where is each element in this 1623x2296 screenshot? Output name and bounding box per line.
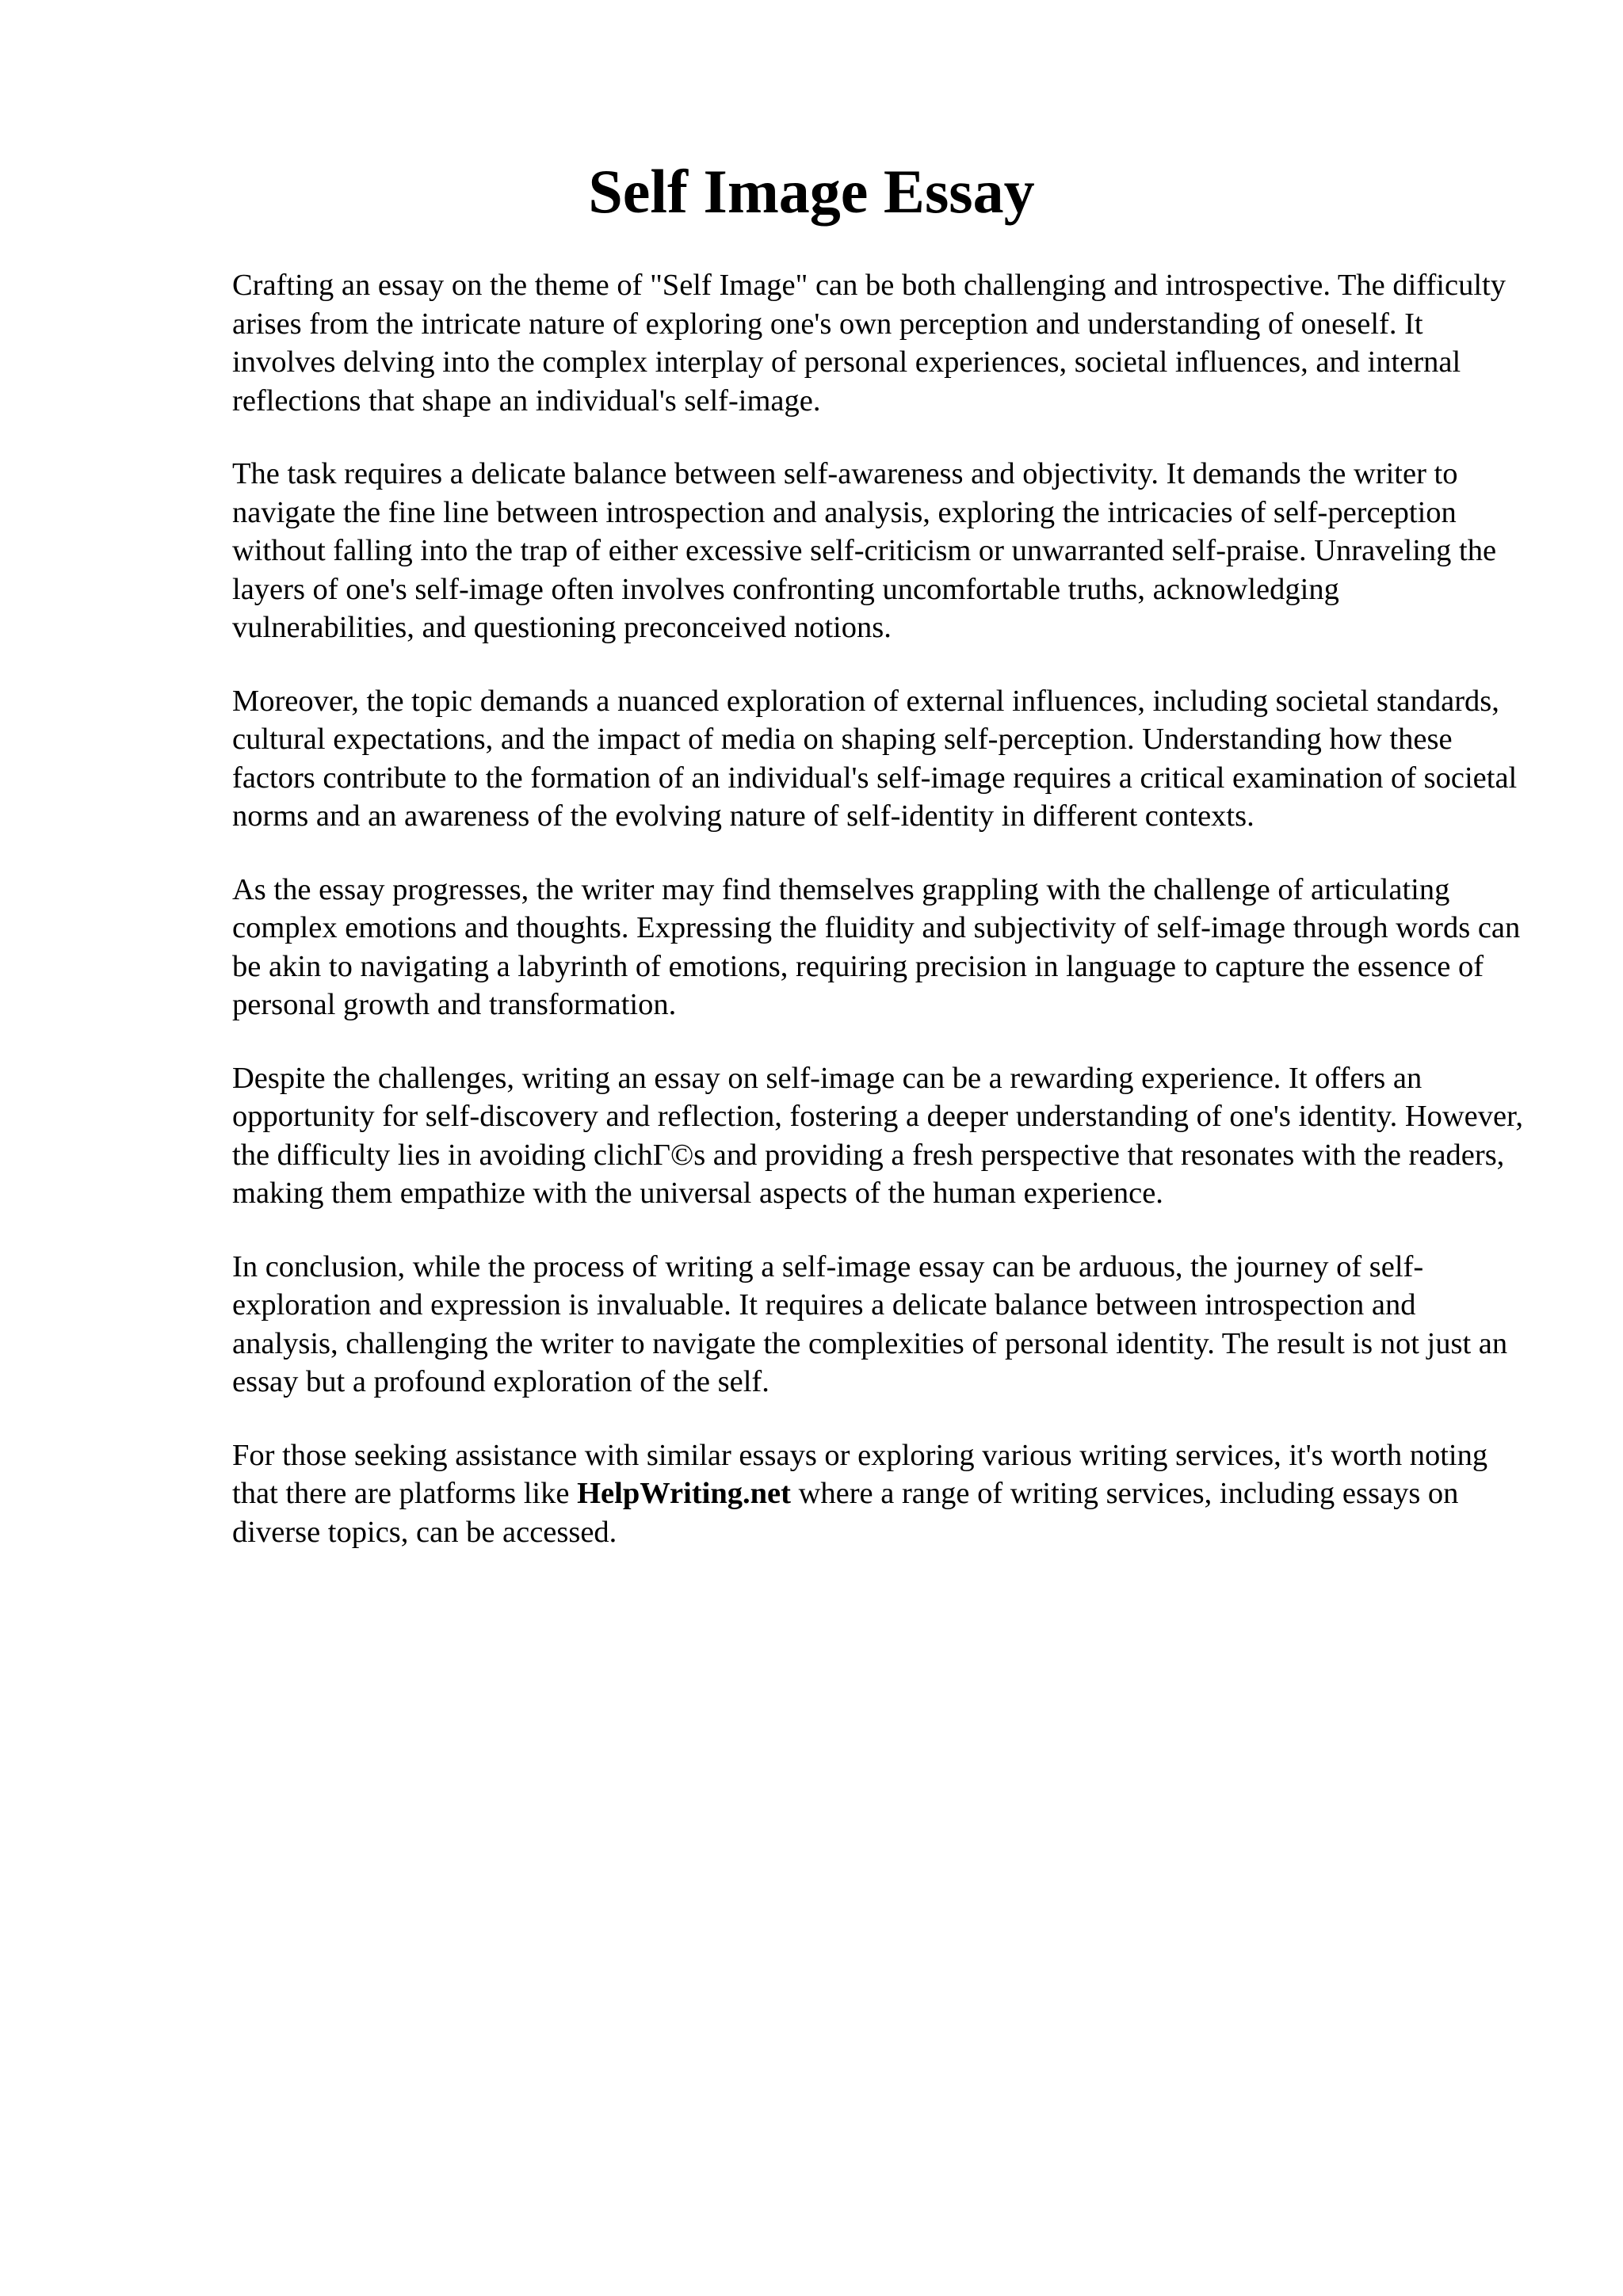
paragraph-6: In conclusion, while the process of writing a self-image essay can be arduous, the journey of self-exploration and expression is invaluable. It requires a delicate balance between introspection and analysis, challenging the writer to navigate the complexities of personal identity. The result is not just an essay but a profound exploration of the self.: [232, 1249, 1508, 1398]
paragraph-3: Moreover, the topic demands a nuanced exploration of external influences, including societal standards, cultural expectations, and the impact of media on shaping self-perception. Understanding how these factors contribute to the formation of an individual's self-image requires a critical examination of societal norms and an awareness of the evolving nature of self-identity in different contexts.: [232, 684, 1518, 833]
paragraph-2: The task requires a delicate balance between self-awareness and objectivity. It demands the writer to navigate the fine line between introspection and analysis, exploring the intricacies of self-perception without falling into the trap of either excessive self-criticism or unwarranted self-praise. Unraveling the layers of one's self-image often involves confronting uncomfortable truths, acknowledging vulnerabilities, and questioning preconceived notions.: [232, 457, 1497, 644]
paragraph-5: Despite the challenges, writing an essay on self-image can be a rewarding experience. It offers an opportunity for self-discovery and reflection, fostering a deeper understanding of one's identity. However, the difficulty lies in avoiding clichΓ©s and providing a fresh perspective that resonates with the readers, making them empathize with the universal aspects of the human experience.: [232, 1061, 1524, 1210]
paragraph-4: As the essay progresses, the writer may find themselves grappling with the challenge of articulating complex emotions and thoughts. Expressing the fluidity and subjectivity of self-image through words can be akin to navigating a labyrinth of emotions, requiring precision in language to capture the essence of personal growth and transformation.: [232, 872, 1521, 1021]
paragraph-1: Crafting an essay on the theme of "Self Image" can be both challenging and introspective. The difficulty arises from the intricate nature of exploring one's own perception and understanding of oneself. It involves delving into the complex interplay of personal experiences, societal influences, and internal reflections that shape an individual's self-image.: [232, 269, 1506, 418]
helpwriting-link[interactable]: HelpWriting.net: [577, 1477, 791, 1510]
closing-text-before: For those seeking assistance with similar essays or exploring various writing services, it's worth noting that there are platforms like: [232, 1438, 1488, 1510]
document-title: Self Image Essay: [588, 157, 1035, 226]
document-body: [232, 266, 1524, 1586]
closing-text-after: where a range of writing services, including essays on diverse topics, can be accessed.: [232, 1477, 1459, 1549]
paragraph-7: [232, 1436, 1524, 1552]
